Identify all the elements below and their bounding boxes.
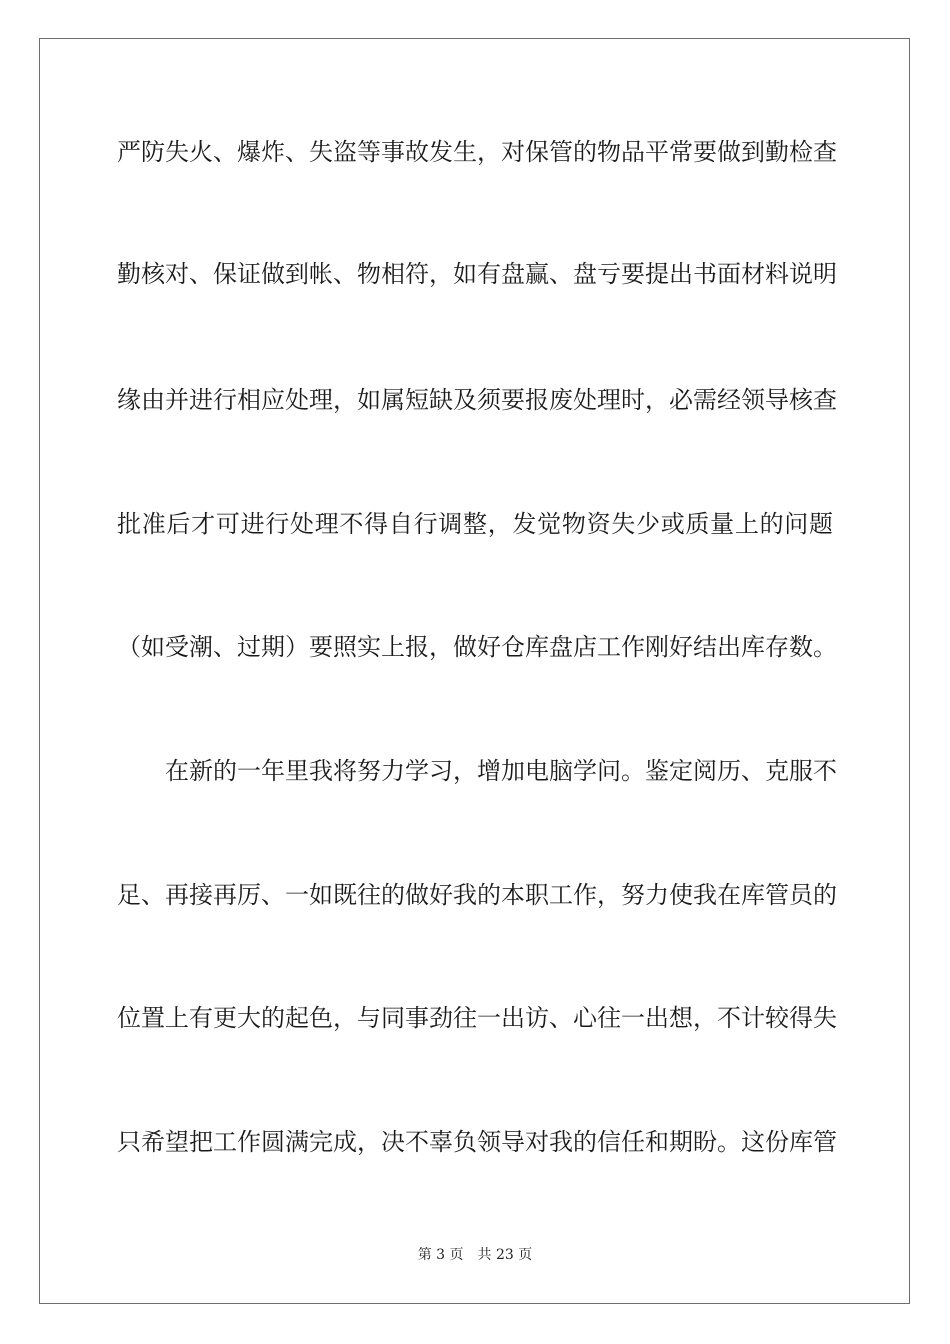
text-line-7: 足、再接再厉、一如既往的做好我的本职工作，努力使我在库管员的 (117, 881, 837, 909)
paragraph-start-line: 在新的一年里我将努力学习，增加电脑学问。鉴定阅历、克服不 (165, 757, 837, 785)
text-line-9: 只希望把工作圆满完成，决不辜负领导对我的信任和期盼。这份库管 (117, 1128, 837, 1156)
text-line-2: 勤核对、保证做到帐、物相符，如有盘赢、盘亏要提出书面材料说明 (117, 260, 837, 288)
page-number-footer: 第 3 页 共 23 页 (417, 1247, 533, 1263)
text-line-3: 缘由并进行相应处理，如属短缺及须要报废处理时，必需经领导核查 (117, 386, 837, 414)
text-line-5: （如受潮、过期）要照实上报，做好仓库盘店工作刚好结出库存数。 (117, 633, 837, 661)
text-line-8: 位置上有更大的起色，与同事劲往一出访、心往一出想，不计较得失 (117, 1004, 837, 1032)
page-border (39, 38, 910, 1304)
text-line-4: 批准后才可进行处理不得自行调整，发觉物资失少或质量上的问题 (117, 510, 833, 538)
text-line-1: 严防失火、爆炸、失盗等事故发生，对保管的物品平常要做到勤检查 (117, 138, 837, 166)
